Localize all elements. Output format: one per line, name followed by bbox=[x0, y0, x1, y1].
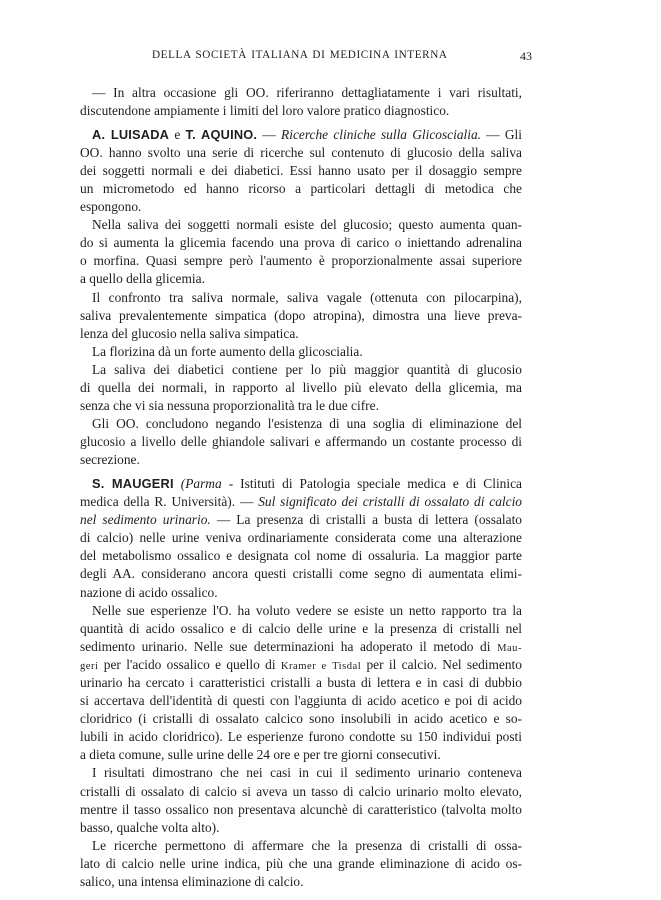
author-name: T. AQUINO. bbox=[185, 126, 258, 142]
text-line bbox=[80, 493, 522, 511]
text-line: — In altra occasione gli OO. riferiranno dettagliatamente i vari risultati, bbox=[92, 85, 522, 100]
text-line: salico, una intensa eliminazione di calcio. bbox=[80, 874, 304, 890]
paragraph bbox=[80, 764, 522, 836]
text-line bbox=[80, 656, 522, 674]
text-line: lato di calcio nelle urine indica, più che una grande eliminazione di acido os- bbox=[80, 855, 522, 871]
text-line: cristalli di ossalato di calcio si aveva un tasso di calcio urinario molto elevato, bbox=[80, 783, 522, 799]
text-line: nazione di acido ossalico. bbox=[80, 584, 218, 600]
paragraph bbox=[80, 415, 522, 469]
paragraph bbox=[80, 602, 522, 765]
text-fragment: — Gli bbox=[486, 126, 522, 142]
abstract-heading-line bbox=[80, 126, 522, 144]
article-title: Ricerche cliniche sulla Glicoscialia. bbox=[281, 126, 482, 142]
small-caps-name: Mau- bbox=[497, 642, 523, 654]
text-line: a dieta comune, sulle urine delle 24 ore e per tre giorni consecutivi. bbox=[80, 747, 441, 763]
text-line: lubili in acido cloridrico). Le esperienze furono condotte su 150 individui posti bbox=[80, 729, 522, 745]
abstract-heading-line bbox=[80, 475, 522, 493]
paragraph bbox=[80, 216, 522, 288]
paragraph bbox=[80, 837, 522, 891]
text-line: a quello della glicemia. bbox=[80, 271, 205, 287]
text-fragment: - Istituti di Patologia speciale medica e di Clinica bbox=[228, 475, 522, 491]
text-line: saliva prevalentemente simpatica (dopo atropina), dimostra una lieve preva- bbox=[80, 307, 522, 323]
paragraph bbox=[80, 84, 522, 120]
text-line: espongono. bbox=[80, 199, 142, 215]
page-number: 43 bbox=[520, 49, 532, 63]
text-line: lenza del glucosio nella saliva simpatica. bbox=[80, 325, 299, 341]
text-line: La saliva dei diabetici contiene per lo più maggior quantità di glucosio bbox=[92, 361, 522, 377]
text-fragment: medica della R. Università). bbox=[80, 494, 236, 510]
article-title: Sul significato dei cristalli di ossalato di calcio bbox=[258, 494, 522, 510]
small-caps-name: Tisdal bbox=[332, 660, 362, 672]
article-title-cont: nel sedimento urinario. bbox=[80, 512, 211, 528]
text-line: mentre il tasso ossalico non presentava alcunchè di caratteristico (talvolta molto bbox=[80, 801, 522, 817]
text-line: I risultati dimostrano che nei casi in cui il sedimento urinario conteneva bbox=[92, 765, 522, 781]
author-name: A. LUISADA bbox=[92, 126, 170, 142]
paragraph bbox=[80, 289, 522, 343]
text-line: cloridrico (i cristalli di ossalato calcico sono insolubili in acido acetico e so- bbox=[80, 711, 522, 727]
text-line bbox=[80, 638, 522, 656]
text-line: degli AA. considerano ancora questi cristalli come segno di aumentata elimi- bbox=[80, 566, 522, 582]
text-line: basso, qualche volta alto). bbox=[80, 819, 220, 835]
text-line: di quella dei normali, in rapporto al livello più elevato della glicemia, ma bbox=[80, 380, 522, 395]
text-fragment: per il calcio. Nel sedimento bbox=[366, 656, 522, 672]
text-line: Nelle sue esperienze l'O. ha voluto vedere se esiste un netto rapporto tra la bbox=[92, 602, 522, 618]
text-line: Gli OO. concludono negando l'esistenza di una soglia di eliminazione del bbox=[92, 416, 522, 432]
text-line: un micrometodo ed hanno ricorso a particolari dettagli di metodica che bbox=[80, 180, 522, 196]
text-line: La florizina dà un forte aumento della glicoscialia. bbox=[92, 343, 363, 359]
dash: — bbox=[262, 126, 276, 142]
author-name: S. MAUGERI bbox=[92, 475, 174, 491]
running-title: DELLA SOCIETÀ ITALIANA DI MEDICINA INTERNA bbox=[152, 49, 448, 61]
affiliation-city: (Parma bbox=[180, 475, 222, 491]
text-line: OO. hanno svolto una serie di ricerche sul contenuto di glucosio della saliva bbox=[80, 144, 522, 160]
text-fragment: sedimento urinario. Nelle sue determinazioni ha adoperato il metodo di bbox=[80, 638, 491, 654]
text-line: di calcio) nelle urine veniva ordinariamente considerata come una alterazione bbox=[80, 530, 522, 546]
text-line: discutendone ampiamente i limiti del loro valore pratico diagnostico. bbox=[80, 103, 450, 119]
dash: — bbox=[239, 494, 254, 510]
paragraph bbox=[80, 361, 522, 415]
text-line: o morfina. Quasi sempre però l'aumento è proporzionalmente assai superiore bbox=[80, 253, 522, 269]
text-line: urinario ha cercato i caratteristici cristalli a busta di lettera e in casi di dubbio bbox=[80, 675, 522, 690]
text-line: Le ricerche permettono di affermare che la presenza di cristalli di ossa- bbox=[92, 837, 522, 853]
text-line: del metabolismo ossalico e designata col nome di ossaluria. La maggior parte bbox=[80, 548, 522, 564]
abstract-luisada-aquino bbox=[80, 126, 522, 216]
small-caps-name: Kramer bbox=[280, 660, 317, 672]
page-header bbox=[80, 49, 532, 67]
small-caps-name: geri bbox=[80, 660, 99, 672]
text-line bbox=[80, 511, 522, 529]
text-line: si accertava dell'identità di questi con l'aggiunta di acido acetico e poi di acido bbox=[80, 693, 522, 709]
text-fragment: — La presenza di cristalli a busta di lettera (ossalato bbox=[216, 512, 522, 528]
conjunction: e bbox=[321, 660, 327, 672]
abstract-maugeri bbox=[80, 475, 522, 602]
text-line: senza che vi sia nessuna proporzionalità tra le due cifre. bbox=[80, 398, 379, 414]
text-line: glucosio a livello delle ghiandole salivari e affermando un costante processo di bbox=[80, 434, 522, 450]
text-line: do si aumenta la glicemia facendo una prova di carico o iniettando adrenalina bbox=[80, 235, 522, 251]
text-line: Nella saliva dei soggetti normali esiste del glucosio; questo aumenta quan- bbox=[92, 217, 522, 233]
text-fragment: per l'acido ossalico e quello di bbox=[103, 656, 276, 672]
text-line: secrezione. bbox=[80, 452, 140, 468]
text-line: Il confronto tra saliva normale, saliva vagale (ottenuta con pilocarpina), bbox=[92, 289, 522, 305]
text-line: dei soggetti normali e dei diabetici. Essi hanno usato per il dosaggio sempre bbox=[80, 162, 522, 178]
conjunction: e bbox=[174, 126, 181, 142]
paragraph bbox=[80, 343, 522, 361]
text-line: quantità di acido ossalico e di calcio delle urine e la presenza di cristalli nel bbox=[80, 620, 522, 636]
article-body bbox=[80, 84, 522, 891]
